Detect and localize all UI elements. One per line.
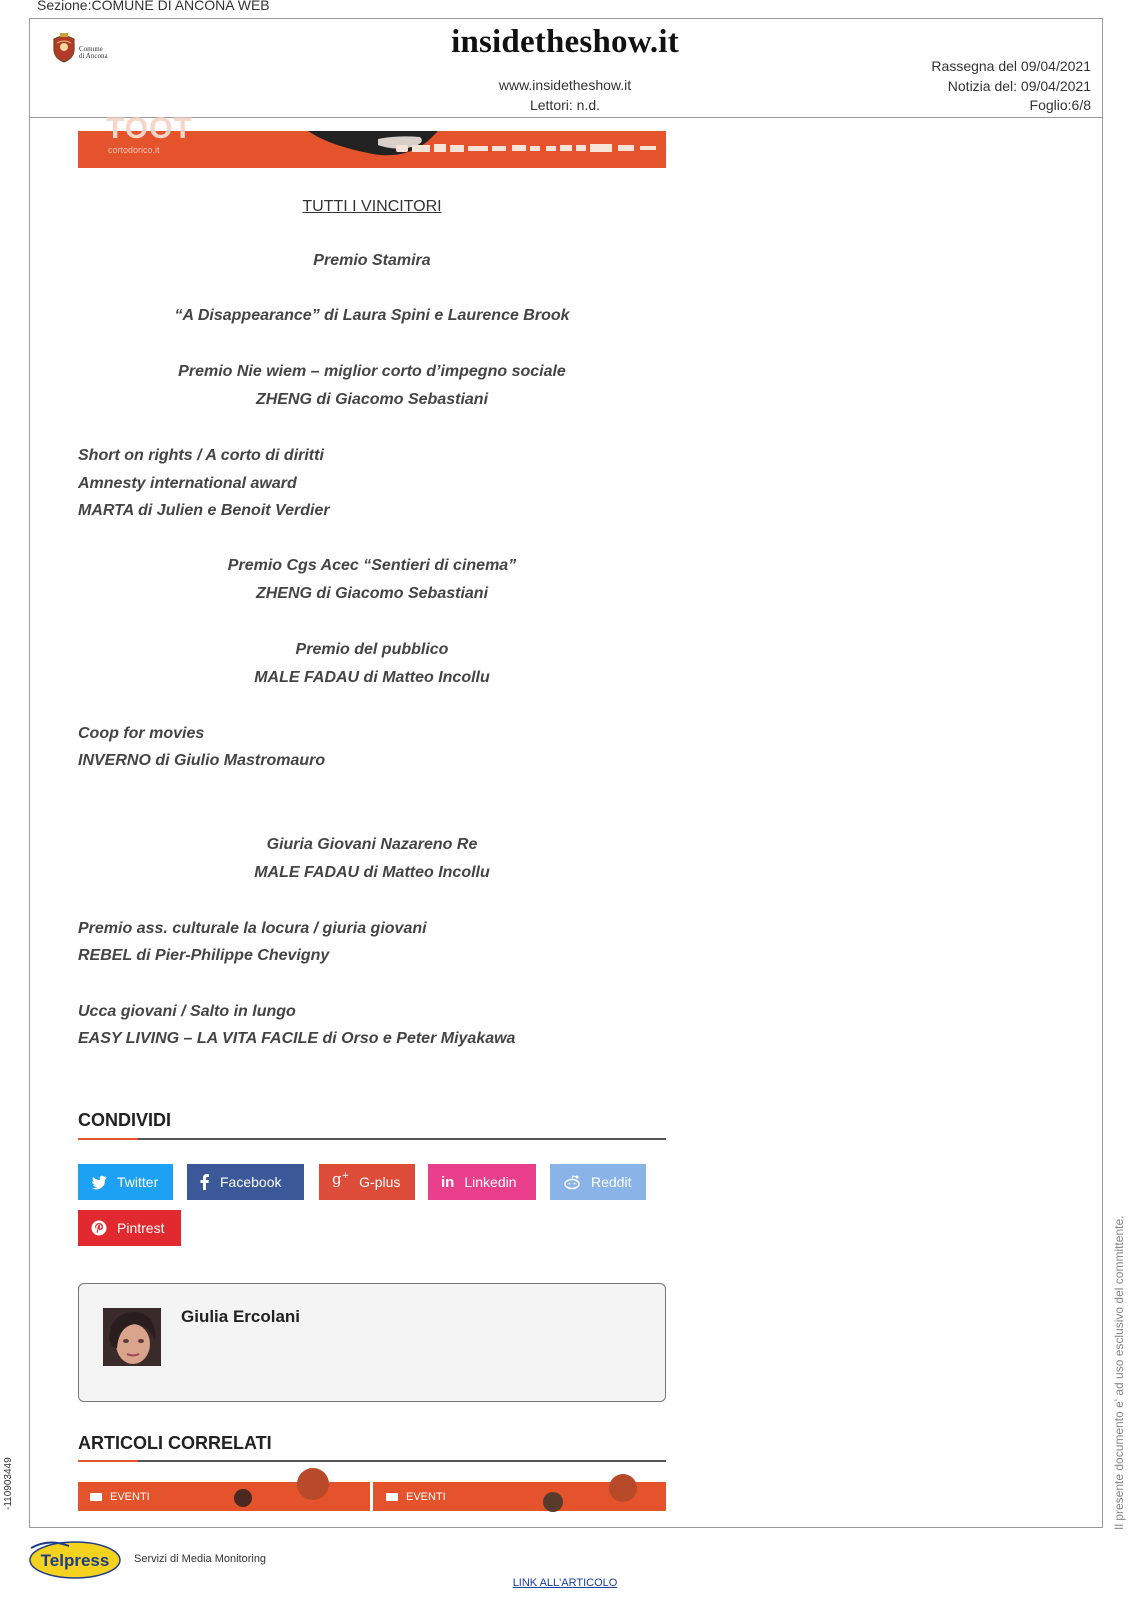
award-line: Premio ass. culturale la locura / giuria giovani <box>78 920 427 937</box>
twitter-icon <box>91 1175 107 1189</box>
rassegna-date: Rassegna del 09/04/2021 <box>931 58 1091 74</box>
award-line: Premio del pubblico <box>295 641 449 658</box>
award-line: MALE FADAU di Matteo Incollu <box>254 669 490 686</box>
linkedin-label: Linkedin <box>464 1174 517 1190</box>
comune-crest-logo <box>51 33 77 63</box>
author-avatar <box>103 1308 161 1366</box>
usage-notice: Il presente documento e' ad uso esclusivo del committente. <box>1112 1215 1126 1530</box>
related-heading: ARTICOLI CORRELATI <box>78 1433 272 1453</box>
facebook-label: Facebook <box>220 1174 282 1190</box>
award-line: REBEL di Pier-Philippe Chevigny <box>78 947 330 964</box>
reddit-label: Reddit <box>591 1174 632 1190</box>
banner-title: TOOT <box>106 112 193 145</box>
reddit-icon <box>563 1175 581 1189</box>
pinterest-icon <box>91 1220 107 1236</box>
award-line: Premio Stamira <box>313 252 431 269</box>
twitter-share-button[interactable] <box>78 1164 173 1200</box>
gplus-label: G-plus <box>359 1174 401 1190</box>
twitter-label: Twitter <box>117 1174 159 1190</box>
winners-title[interactable]: TUTTI I VINCITORI <box>302 198 442 215</box>
comune-logo-text: Comune di Ancona <box>79 45 108 60</box>
award-line: ZHENG di Giacomo Sebastiani <box>255 585 489 602</box>
related-tag[interactable]: EVENTI <box>386 1491 446 1503</box>
folder-icon <box>90 1493 102 1501</box>
readers-count: Lettori: n.d. <box>529 97 601 113</box>
section-label: Sezione:COMUNE DI ANCONA WEB <box>37 0 270 13</box>
award-line: MARTA di Julien e Benoit Verdier <box>78 502 330 519</box>
award-line: Short on rights / A corto di diritti <box>78 447 324 464</box>
notizia-date: Notizia del: 09/04/2021 <box>947 78 1091 94</box>
telpress-wordmark: Telpress <box>40 1551 110 1570</box>
award-line: INVERNO di Giulio Mastromauro <box>78 752 326 769</box>
facebook-share-button[interactable] <box>187 1164 304 1200</box>
sponsor-logos <box>396 142 660 154</box>
banner-url: cortodorico.it <box>108 145 160 155</box>
share-heading: CONDIVIDI <box>78 1110 172 1130</box>
festival-banner <box>78 112 666 168</box>
related-divider <box>78 1460 666 1462</box>
facebook-icon <box>200 1174 210 1190</box>
reddit-share-button[interactable] <box>550 1164 646 1200</box>
related-tag[interactable]: EVENTI <box>90 1491 150 1503</box>
award-line: “A Disappearance” di Laura Spini e Laurence Brook <box>174 307 570 324</box>
share-divider <box>78 1138 666 1140</box>
related-thumbnails <box>78 1482 666 1511</box>
telpress-tagline: Servizi di Media Monitoring <box>134 1553 267 1565</box>
author-box <box>78 1283 666 1402</box>
award-line: Giuria Giovani Nazareno Re <box>266 836 478 853</box>
pinterest-label: Pintrest <box>117 1220 165 1236</box>
award-line: Coop for movies <box>78 725 205 742</box>
related-articles-strip[interactable] <box>78 1482 666 1511</box>
pinterest-share-button[interactable] <box>78 1210 181 1246</box>
linkedin-share-button[interactable] <box>428 1164 536 1200</box>
author-name[interactable]: Giulia Ercolani <box>181 1307 301 1326</box>
site-url: www.insidetheshow.it <box>498 77 632 93</box>
award-line: Ucca giovani / Salto in lungo <box>78 1003 296 1020</box>
linkedin-icon: in <box>441 1173 455 1191</box>
award-line: MALE FADAU di Matteo Incollu <box>254 864 490 881</box>
gplus-share-button[interactable] <box>319 1164 415 1200</box>
award-line: ZHENG di Giacomo Sebastiani <box>255 391 489 408</box>
article-link[interactable]: LINK ALL'ARTICOLO <box>512 1577 618 1589</box>
foglio-number: Foglio:6/8 <box>1029 97 1091 113</box>
award-line: Premio Cgs Acec “Sentieri di cinema” <box>227 557 517 574</box>
telpress-logo <box>29 1538 121 1580</box>
google-plus-icon: g+ <box>332 1170 350 1188</box>
masthead-title: insidetheshow.it <box>451 24 679 60</box>
award-line: Premio Nie wiem – miglior corto d’impegno sociale <box>178 363 566 380</box>
folder-icon <box>386 1493 398 1501</box>
award-line: EASY LIVING – LA VITA FACILE di Orso e Peter Miyakawa <box>78 1030 516 1047</box>
document-code: -110903449 <box>3 1457 14 1510</box>
award-line: Amnesty international award <box>78 475 297 492</box>
